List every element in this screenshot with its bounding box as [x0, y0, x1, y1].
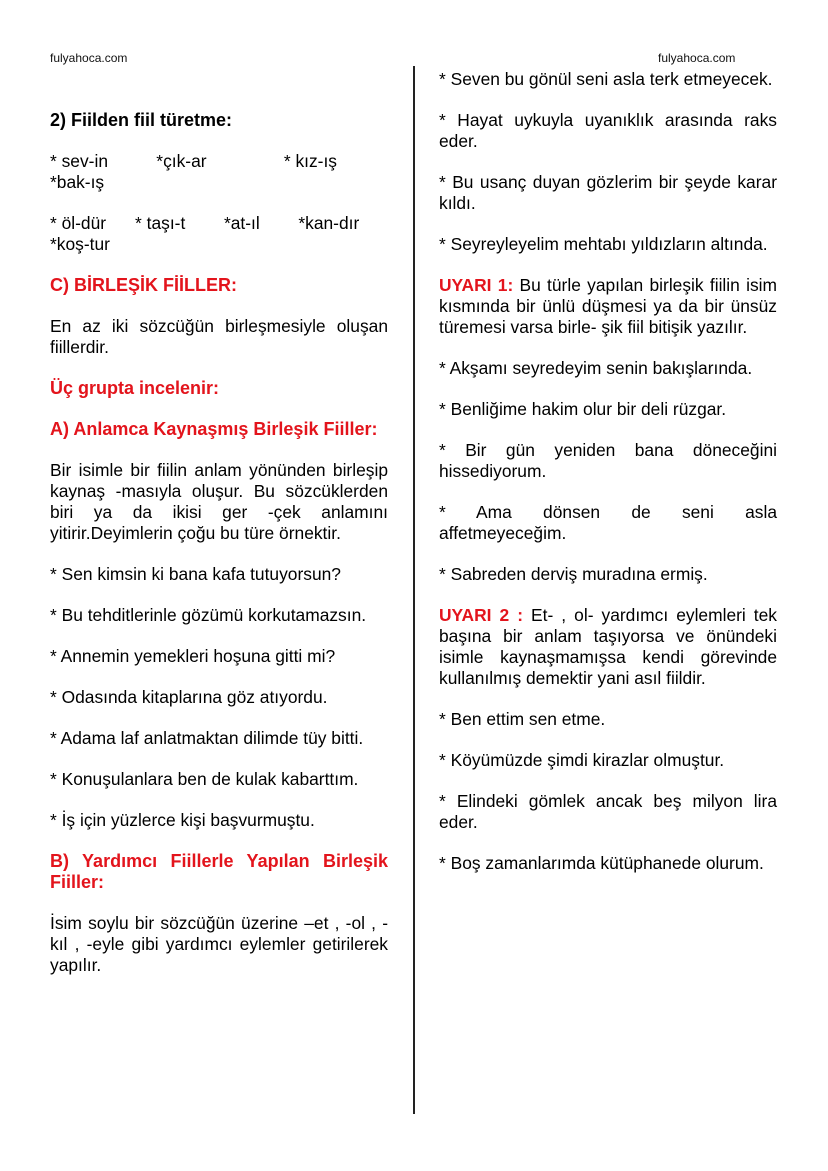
example-item: * Ama dönsen de seni asla affetmeyeceğim. [439, 502, 777, 543]
heading-uc-grup: Üç grupta incelenir: [50, 378, 220, 398]
yardimci-description: İsim soylu bir sözcüğün üzerine –et , -ol , -kıl , -eyle gibi yardımcı eylemler getirilerek yapılır. [50, 913, 388, 975]
example-item: * Ben ettim sen etme. [439, 709, 606, 729]
warning-1-text: Bu türle yapılan birleşik fiilin isim kısmında bir ünlü düşmesi ya da bir ünsüz türemesi varsa birle- şik fiil bitişik yazılır. [439, 275, 778, 337]
example-item: * Benliğime hakim olur bir deli rüzgar. [439, 399, 727, 419]
example-item: * Bu tehditlerinle gözümü korkutamazsın. [50, 605, 367, 625]
example-item: * Bu usanç duyan gözlerim bir şeyde karar kıldı. [439, 172, 777, 213]
example-item: * Elindeki gömlek ancak beş milyon lira eder. [439, 791, 777, 832]
heading-yardimci-fiiller: B) Yardımcı Fiillerle Yapılan Birleşik Fiiller: [50, 851, 388, 892]
example-item: * Odasında kitaplarına göz atıyordu. [50, 687, 328, 707]
heading-anlamca-kaynasmis: A) Anlamca Kaynaşmış Birleşik Fiiller: [50, 419, 378, 439]
warning-2 [439, 605, 777, 689]
warning-1 [439, 275, 777, 338]
warning-2-label: UYARI 2 : [439, 605, 524, 625]
example-item: * Adama laf anlatmaktan dilimde tüy bitti. [50, 728, 364, 748]
right-column [439, 69, 777, 894]
example-item: * Boş zamanlarımda kütüphanede olurum. [439, 853, 764, 873]
warning-1-label: UYARI 1: [439, 275, 514, 295]
example-item: * İş için yüzlerce kişi başvurmuştu. [50, 810, 315, 830]
site-watermark-right: fulyahoca.com [658, 51, 736, 65]
definition-text: En az iki sözcüğün birleşmesiyle oluşan fiillerdir. [50, 316, 388, 357]
example-item: * Seven bu gönül seni asla terk etmeyecek. [439, 69, 773, 89]
example-item: * Akşamı seyredeyim senin bakışlarında. [439, 358, 753, 378]
example-item: * Bir gün yeniden bana döneceğini hissediyorum. [439, 440, 777, 481]
site-watermark-left: fulyahoca.com [50, 51, 128, 65]
example-item: * Sabreden derviş muradına ermiş. [439, 564, 708, 584]
heading-birlesik-fiiller: C) BİRLEŞİK FİİLLER: [50, 275, 237, 295]
left-column [50, 110, 388, 996]
example-item: * Sen kimsin ki bana kafa tutuyorsun? [50, 564, 341, 584]
example-item: * Köyümüzde şimdi kirazlar olmuştur. [439, 750, 725, 770]
heading-fiilden-fiil: 2) Fiilden fiil türetme: [50, 110, 233, 130]
examples-line-1: * sev-in *çık-ar * kız-ış *bak-ış [50, 151, 386, 192]
example-item: * Annemin yemekleri hoşuna gitti mi? [50, 646, 336, 666]
warning-2-text: Et- , ol- yardımcı eylemleri tek başına bir anlam taşıyorsa ve önündeki isimle kaynaşmamışsa kendi görevinde kullanılmış demektir yani asıl fiildir. [439, 605, 778, 688]
examples-line-2: * öl-dür * taşı-t *at-ıl *kan-dır *koş-tur [50, 213, 389, 254]
column-divider [413, 66, 415, 1114]
example-item: * Hayat uykuyla uyanıklık arasında raks eder. [439, 110, 777, 151]
anlamca-description: Bir isimle bir fiilin anlam yönünden birleşip kaynaş -masıyla oluşur. Bu sözcüklerden biri ya da ikisi ger -çek anlamını yitirir.Deyimlerin çoğu bu türe örnektir. [50, 460, 388, 543]
example-item: * Konuşulanlara ben de kulak kabarttım. [50, 769, 359, 789]
example-item: * Seyreyleyelim mehtabı yıldızların altında. [439, 234, 768, 254]
